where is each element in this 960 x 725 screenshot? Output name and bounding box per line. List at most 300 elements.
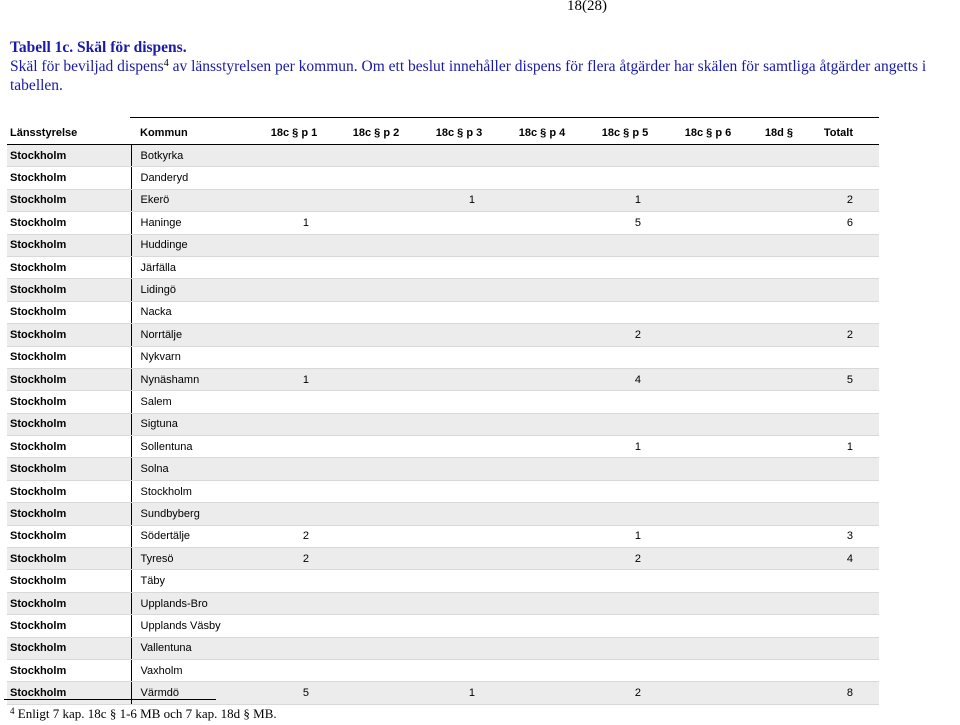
table-row <box>7 279 879 301</box>
value-cell <box>253 301 335 323</box>
value-cell <box>749 570 809 592</box>
value-cell: 1 <box>583 189 667 211</box>
value-cell <box>749 256 809 278</box>
value-cell <box>749 189 809 211</box>
value-cell: 1 <box>253 212 335 234</box>
value-cell <box>667 324 749 346</box>
value-cell <box>335 391 417 413</box>
value-cell <box>667 615 749 637</box>
value-cell <box>809 503 879 525</box>
footnote-number: 4 <box>10 706 15 716</box>
table-row <box>7 167 879 189</box>
value-cell <box>749 391 809 413</box>
value-cell <box>809 391 879 413</box>
page-number: 18(28) <box>567 0 607 14</box>
value-cell <box>501 301 583 323</box>
kommun-cell: Tyresö <box>131 548 253 570</box>
kommun-cell: Vallentuna <box>131 637 253 659</box>
kommun-cell: Botkyrka <box>131 145 253 167</box>
value-cell <box>809 480 879 502</box>
value-cell <box>809 301 879 323</box>
lansstyrelse-cell: Stockholm <box>7 682 131 704</box>
value-cell: 2 <box>253 525 335 547</box>
value-cell <box>667 592 749 614</box>
value-cell <box>335 436 417 458</box>
value-cell <box>501 659 583 681</box>
table-row <box>7 525 879 547</box>
table-row <box>7 234 879 256</box>
kommun-cell: Täby <box>131 570 253 592</box>
lansstyrelse-cell: Stockholm <box>7 391 131 413</box>
value-cell <box>253 391 335 413</box>
value-cell <box>417 413 501 435</box>
value-cell <box>417 592 501 614</box>
table-row <box>7 637 879 659</box>
value-cell <box>335 346 417 368</box>
lansstyrelse-cell: Stockholm <box>7 592 131 614</box>
value-cell <box>749 659 809 681</box>
value-cell: 1 <box>253 368 335 390</box>
value-cell <box>583 480 667 502</box>
value-cell <box>501 324 583 346</box>
value-cell <box>501 458 583 480</box>
kommun-cell: Sollentuna <box>131 436 253 458</box>
lansstyrelse-cell: Stockholm <box>7 256 131 278</box>
value-cell <box>749 436 809 458</box>
footnote-divider <box>4 699 216 700</box>
table-title: Tabell 1c. Skäl för dispens. <box>10 39 187 56</box>
value-cell <box>667 436 749 458</box>
lansstyrelse-cell: Stockholm <box>7 615 131 637</box>
value-cell <box>335 637 417 659</box>
table-row <box>7 548 879 570</box>
value-cell <box>253 413 335 435</box>
value-cell <box>501 234 583 256</box>
value-cell <box>749 592 809 614</box>
table-row <box>7 145 879 167</box>
value-cell <box>667 548 749 570</box>
value-cell <box>417 525 501 547</box>
kommun-cell: Nynäshamn <box>131 368 253 390</box>
value-cell <box>335 368 417 390</box>
lansstyrelse-cell: Stockholm <box>7 659 131 681</box>
value-cell <box>335 592 417 614</box>
value-cell <box>501 145 583 167</box>
lansstyrelse-cell: Stockholm <box>7 525 131 547</box>
table-row <box>7 458 879 480</box>
value-cell <box>501 480 583 502</box>
kommun-cell: Sundbyberg <box>131 503 253 525</box>
lansstyrelse-cell: Stockholm <box>7 413 131 435</box>
value-cell <box>667 413 749 435</box>
value-cell <box>417 234 501 256</box>
value-cell: 2 <box>809 189 879 211</box>
value-cell <box>501 436 583 458</box>
value-cell <box>501 256 583 278</box>
value-cell <box>335 503 417 525</box>
value-cell <box>667 279 749 301</box>
value-cell <box>583 413 667 435</box>
value-cell <box>417 346 501 368</box>
value-cell <box>417 368 501 390</box>
value-cell <box>583 615 667 637</box>
value-cell <box>417 391 501 413</box>
value-cell <box>809 279 879 301</box>
value-cell <box>417 659 501 681</box>
value-cell <box>335 570 417 592</box>
value-cell: 2 <box>583 324 667 346</box>
value-cell <box>749 324 809 346</box>
footnote-reference: 4 <box>163 58 169 69</box>
kommun-cell: Järfälla <box>131 256 253 278</box>
column-header: 18d § <box>749 122 809 145</box>
lansstyrelse-cell: Stockholm <box>7 212 131 234</box>
kommun-cell: Nacka <box>131 301 253 323</box>
value-cell <box>583 659 667 681</box>
table-row <box>7 570 879 592</box>
value-cell <box>417 458 501 480</box>
value-cell <box>583 458 667 480</box>
value-cell <box>501 189 583 211</box>
table-row <box>7 503 879 525</box>
column-header: 18c § p 2 <box>335 122 417 145</box>
column-header: 18c § p 3 <box>417 122 501 145</box>
value-cell <box>749 503 809 525</box>
value-cell <box>583 279 667 301</box>
lansstyrelse-cell: Stockholm <box>7 279 131 301</box>
value-cell <box>667 525 749 547</box>
value-cell <box>335 659 417 681</box>
value-cell <box>335 413 417 435</box>
value-cell <box>335 145 417 167</box>
value-cell <box>809 256 879 278</box>
kommun-cell: Södertälje <box>131 525 253 547</box>
column-header: 18c § p 5 <box>583 122 667 145</box>
value-cell <box>749 212 809 234</box>
value-cell <box>809 234 879 256</box>
lansstyrelse-cell: Stockholm <box>7 503 131 525</box>
value-cell <box>335 525 417 547</box>
lansstyrelse-cell: Stockholm <box>7 458 131 480</box>
value-cell <box>501 368 583 390</box>
value-cell <box>501 637 583 659</box>
value-cell <box>583 391 667 413</box>
value-cell <box>417 167 501 189</box>
value-cell <box>667 368 749 390</box>
value-cell: 5 <box>583 212 667 234</box>
value-cell <box>749 525 809 547</box>
value-cell <box>809 659 879 681</box>
value-cell <box>809 145 879 167</box>
kommun-cell: Salem <box>131 391 253 413</box>
value-cell <box>335 189 417 211</box>
value-cell: 2 <box>253 548 335 570</box>
lansstyrelse-cell: Stockholm <box>7 301 131 323</box>
kommun-cell: Sigtuna <box>131 413 253 435</box>
kommun-cell: Vaxholm <box>131 659 253 681</box>
value-cell <box>583 256 667 278</box>
value-cell <box>417 145 501 167</box>
kommun-cell: Haninge <box>131 212 253 234</box>
value-cell <box>501 279 583 301</box>
value-cell: 6 <box>809 212 879 234</box>
lansstyrelse-cell: Stockholm <box>7 480 131 502</box>
value-cell <box>667 145 749 167</box>
value-cell <box>253 346 335 368</box>
kommun-cell: Norrtälje <box>131 324 253 346</box>
description-text-end: av länsstyrelsen per kommun. Om ett beslut innehåller dispens för flera åtgärder har skälen för samtliga åtgärder angetts i tabellen. <box>10 58 927 94</box>
value-cell <box>335 324 417 346</box>
value-cell <box>335 682 417 704</box>
value-cell <box>253 659 335 681</box>
table-row <box>7 682 879 704</box>
value-cell <box>667 637 749 659</box>
lansstyrelse-cell: Stockholm <box>7 548 131 570</box>
value-cell <box>749 615 809 637</box>
table-row <box>7 256 879 278</box>
value-cell <box>417 615 501 637</box>
value-cell <box>667 301 749 323</box>
value-cell <box>501 570 583 592</box>
value-cell: 5 <box>809 368 879 390</box>
value-cell <box>667 189 749 211</box>
value-cell <box>335 279 417 301</box>
value-cell: 1 <box>583 436 667 458</box>
value-cell <box>335 480 417 502</box>
value-cell: 1 <box>417 682 501 704</box>
value-cell <box>667 458 749 480</box>
value-cell <box>749 637 809 659</box>
value-cell <box>749 413 809 435</box>
column-header: 18c § p 4 <box>501 122 583 145</box>
table-top-rule <box>130 117 879 118</box>
value-cell <box>809 592 879 614</box>
table-row <box>7 413 879 435</box>
value-cell: 3 <box>809 525 879 547</box>
description-text-start: Skäl för beviljad dispens <box>10 58 164 75</box>
value-cell <box>583 167 667 189</box>
kommun-cell: Lidingö <box>131 279 253 301</box>
value-cell <box>253 480 335 502</box>
value-cell <box>667 346 749 368</box>
value-cell <box>253 324 335 346</box>
value-cell: 2 <box>809 324 879 346</box>
value-cell <box>501 525 583 547</box>
value-cell <box>749 167 809 189</box>
value-cell <box>501 346 583 368</box>
table-caption <box>10 38 960 95</box>
value-cell <box>253 637 335 659</box>
table-row <box>7 592 879 614</box>
value-cell <box>809 637 879 659</box>
value-cell <box>667 234 749 256</box>
value-cell <box>253 503 335 525</box>
value-cell <box>253 234 335 256</box>
value-cell: 1 <box>809 436 879 458</box>
value-cell <box>809 570 879 592</box>
value-cell <box>667 167 749 189</box>
value-cell <box>335 212 417 234</box>
table-body <box>7 145 879 705</box>
value-cell <box>583 346 667 368</box>
lansstyrelse-cell: Stockholm <box>7 346 131 368</box>
kommun-cell: Solna <box>131 458 253 480</box>
table-row <box>7 659 879 681</box>
value-cell <box>667 659 749 681</box>
value-cell <box>749 145 809 167</box>
value-cell <box>501 503 583 525</box>
value-cell <box>417 570 501 592</box>
value-cell <box>253 570 335 592</box>
value-cell <box>417 256 501 278</box>
value-cell: 1 <box>583 525 667 547</box>
value-cell <box>809 167 879 189</box>
table-row <box>7 391 879 413</box>
value-cell <box>667 503 749 525</box>
kommun-cell: Ekerö <box>131 189 253 211</box>
column-header: 18c § p 6 <box>667 122 749 145</box>
lansstyrelse-cell: Stockholm <box>7 637 131 659</box>
lansstyrelse-cell: Stockholm <box>7 167 131 189</box>
table-row <box>7 615 879 637</box>
value-cell <box>253 436 335 458</box>
table-row <box>7 480 879 502</box>
value-cell <box>253 458 335 480</box>
value-cell: 1 <box>417 189 501 211</box>
lansstyrelse-cell: Stockholm <box>7 436 131 458</box>
kommun-cell: Danderyd <box>131 167 253 189</box>
value-cell <box>583 637 667 659</box>
value-cell <box>417 301 501 323</box>
kommun-cell: Huddinge <box>131 234 253 256</box>
table-header-row <box>7 122 879 145</box>
value-cell <box>583 145 667 167</box>
lansstyrelse-cell: Stockholm <box>7 189 131 211</box>
table-row <box>7 301 879 323</box>
value-cell <box>335 167 417 189</box>
value-cell: 8 <box>809 682 879 704</box>
lansstyrelse-cell: Stockholm <box>7 570 131 592</box>
value-cell <box>253 592 335 614</box>
value-cell <box>667 480 749 502</box>
value-cell <box>749 458 809 480</box>
value-cell <box>749 548 809 570</box>
value-cell <box>749 682 809 704</box>
value-cell <box>253 615 335 637</box>
lansstyrelse-cell: Stockholm <box>7 368 131 390</box>
footnote <box>10 706 277 722</box>
value-cell <box>809 346 879 368</box>
value-cell <box>501 548 583 570</box>
dispens-table <box>7 122 879 705</box>
table-row <box>7 346 879 368</box>
value-cell: 5 <box>253 682 335 704</box>
value-cell <box>501 391 583 413</box>
value-cell <box>417 480 501 502</box>
value-cell <box>667 570 749 592</box>
value-cell <box>253 279 335 301</box>
table-row <box>7 324 879 346</box>
value-cell <box>667 212 749 234</box>
value-cell <box>417 503 501 525</box>
value-cell: 2 <box>583 548 667 570</box>
value-cell <box>809 615 879 637</box>
value-cell <box>501 413 583 435</box>
table-row <box>7 189 879 211</box>
column-header: 18c § p 1 <box>253 122 335 145</box>
value-cell <box>749 279 809 301</box>
value-cell <box>417 279 501 301</box>
kommun-cell: Värmdö <box>131 682 253 704</box>
value-cell: 2 <box>583 682 667 704</box>
kommun-cell: Upplands-Bro <box>131 592 253 614</box>
value-cell <box>583 234 667 256</box>
value-cell <box>335 615 417 637</box>
value-cell <box>749 234 809 256</box>
value-cell <box>253 145 335 167</box>
value-cell <box>335 458 417 480</box>
table-row <box>7 368 879 390</box>
value-cell <box>253 189 335 211</box>
value-cell <box>583 503 667 525</box>
column-header: Länsstyrelse <box>7 122 131 145</box>
lansstyrelse-cell: Stockholm <box>7 145 131 167</box>
value-cell <box>417 637 501 659</box>
value-cell <box>749 301 809 323</box>
value-cell <box>335 548 417 570</box>
value-cell <box>749 480 809 502</box>
value-cell <box>583 592 667 614</box>
value-cell <box>253 167 335 189</box>
kommun-cell: Nykvarn <box>131 346 253 368</box>
kommun-cell: Stockholm <box>131 480 253 502</box>
value-cell <box>335 301 417 323</box>
value-cell <box>809 458 879 480</box>
value-cell <box>417 212 501 234</box>
value-cell <box>583 301 667 323</box>
table-row <box>7 436 879 458</box>
value-cell <box>501 615 583 637</box>
table-container <box>7 117 879 705</box>
value-cell <box>501 167 583 189</box>
kommun-cell: Upplands Väsby <box>131 615 253 637</box>
column-header: Totalt <box>809 122 879 145</box>
value-cell <box>417 324 501 346</box>
value-cell <box>809 413 879 435</box>
value-cell <box>667 256 749 278</box>
value-cell <box>501 682 583 704</box>
lansstyrelse-cell: Stockholm <box>7 234 131 256</box>
value-cell <box>667 391 749 413</box>
lansstyrelse-cell: Stockholm <box>7 324 131 346</box>
table-row <box>7 212 879 234</box>
value-cell <box>583 570 667 592</box>
value-cell <box>417 436 501 458</box>
value-cell <box>417 548 501 570</box>
value-cell <box>501 212 583 234</box>
value-cell <box>749 368 809 390</box>
table-description <box>10 57 960 95</box>
value-cell: 4 <box>583 368 667 390</box>
footnote-text: Enligt 7 kap. 18c § 1-6 MB och 7 kap. 18d § MB. <box>14 706 277 721</box>
value-cell <box>253 256 335 278</box>
value-cell <box>335 256 417 278</box>
value-cell: 4 <box>809 548 879 570</box>
value-cell <box>749 346 809 368</box>
value-cell <box>667 682 749 704</box>
value-cell <box>501 592 583 614</box>
column-header: Kommun <box>131 122 253 145</box>
